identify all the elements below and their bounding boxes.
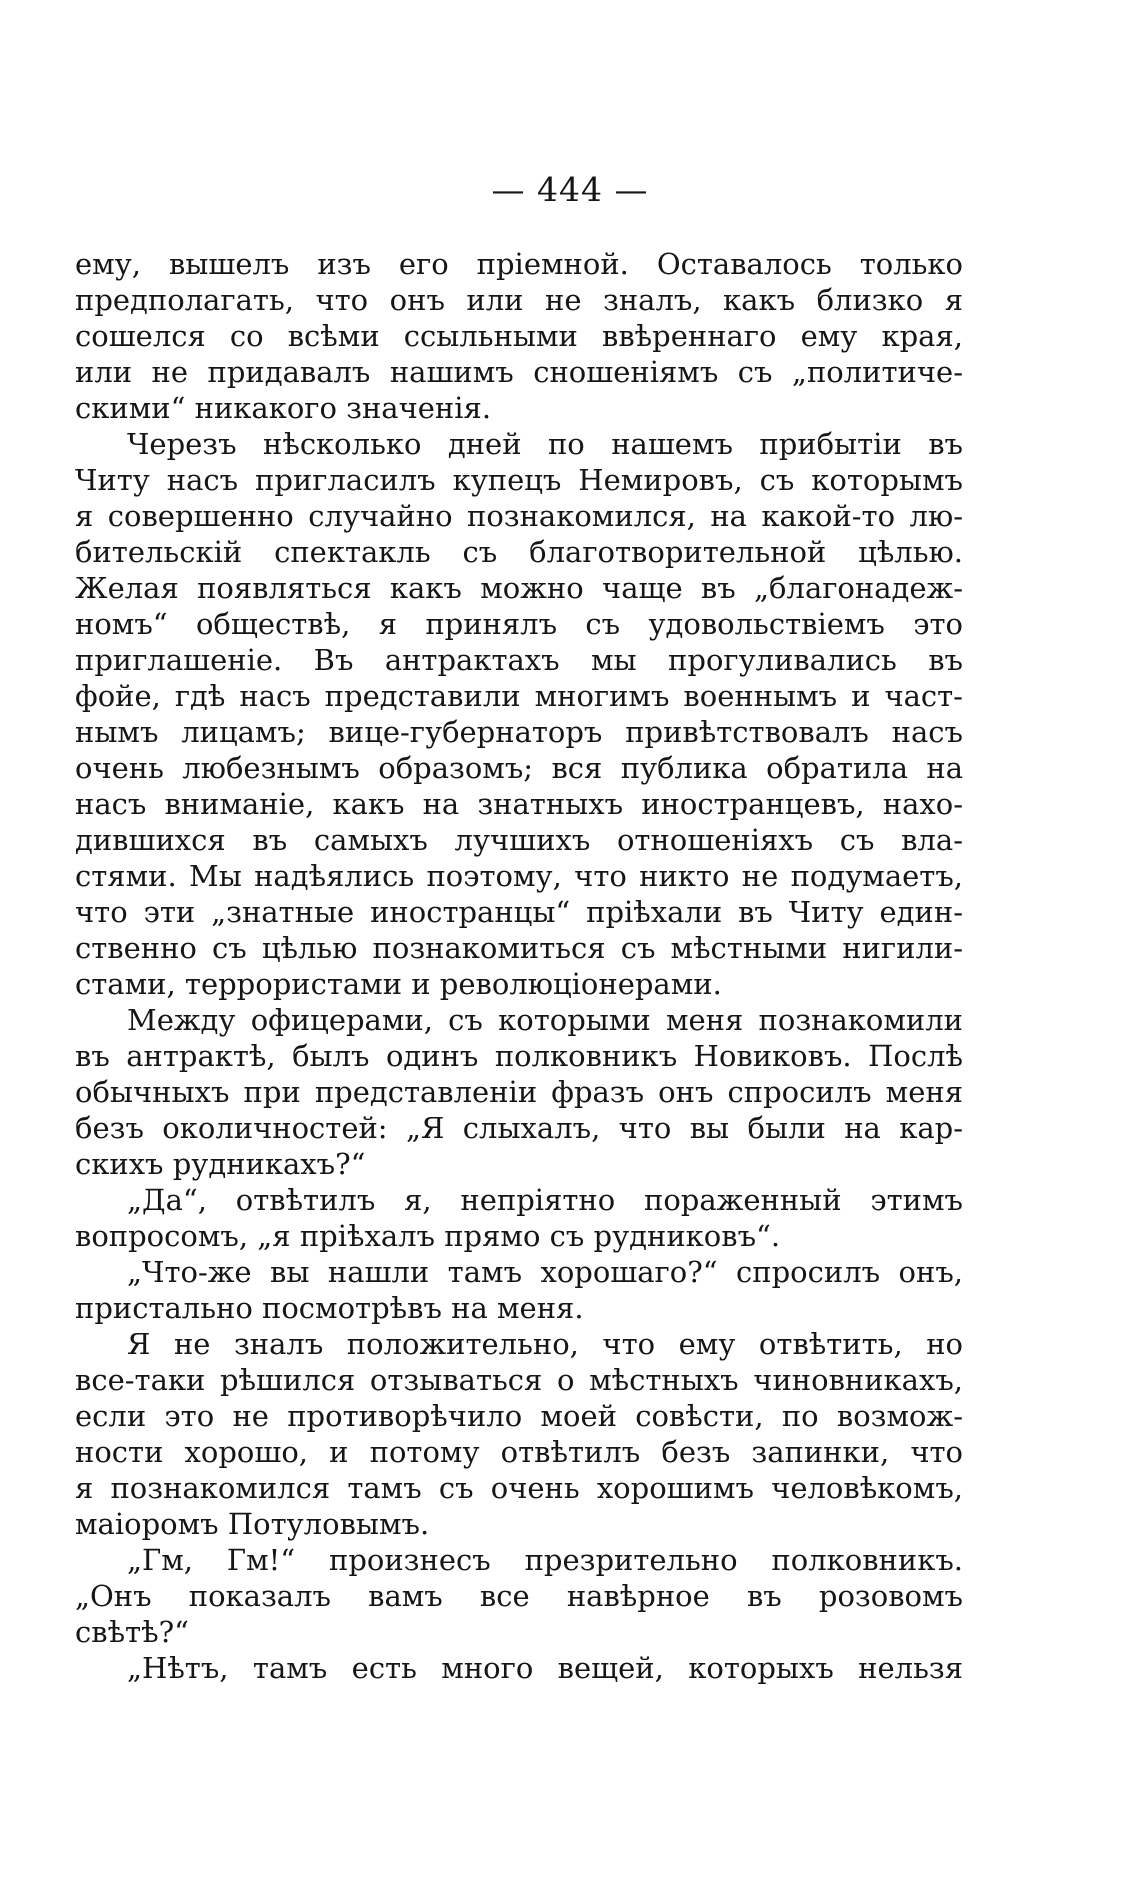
text-line: очень любезнымъ образомъ; вся публика обратила на xyxy=(75,751,963,785)
text-line: сошелся со всѣми ссыльными ввѣреннаго ему края, xyxy=(75,319,963,353)
text-line: безъ околичностей: „Я слыхалъ, что вы были на кар- xyxy=(75,1111,963,1145)
paragraph-first-line: „Гм, Гм!“ произнесъ презрительно полковникъ. xyxy=(127,1543,963,1577)
text-line: въ антрактѣ, былъ одинъ полковникъ Новиковъ. Послѣ xyxy=(75,1039,963,1073)
text-line: или не придавалъ нашимъ сношеніямъ съ „политиче- xyxy=(75,355,963,389)
text-line: все-таки рѣшился отзываться о мѣстныхъ чиновникахъ, xyxy=(75,1363,963,1397)
text-line: предполагать, что онъ или не зналъ, какъ близко я xyxy=(75,283,963,317)
text-line: скихъ рудникахъ?“ xyxy=(75,1147,366,1181)
text-line: стами, террористами и революціонерами. xyxy=(75,967,722,1001)
page-number: — 444 — xyxy=(491,170,649,209)
text-line: я совершенно случайно познакомился, на какой-то лю- xyxy=(75,499,963,533)
text-line: насъ вниманіе, какъ на знатныхъ иностранцевъ, нахо- xyxy=(75,787,963,821)
text-line: нымъ лицамъ; вице-губернаторъ привѣтствовалъ насъ xyxy=(75,715,963,749)
paragraph-first-line: „Нѣтъ, тамъ есть много вещей, которыхъ нельзя xyxy=(127,1651,963,1685)
text-line: что эти „знатные иностранцы“ пріѣхали въ Читу един- xyxy=(75,895,963,929)
body-text xyxy=(75,246,963,1686)
text-line: стями. Мы надѣялись поэтому, что никто не подумаетъ, xyxy=(75,859,963,893)
paragraph-first-line: „Да“, отвѣтилъ я, непріятно пораженный этимъ xyxy=(127,1183,963,1217)
text-line: скими“ никакого значенія. xyxy=(75,391,492,425)
text-line: я познакомился тамъ съ очень хорошимъ человѣкомъ, xyxy=(75,1471,963,1505)
text-line: вопросомъ, „я пріѣхалъ прямо съ рудниковъ“. xyxy=(75,1219,781,1253)
text-line: Желая появляться какъ можно чаще въ „благонадеж- xyxy=(75,571,963,605)
text-line: если это не противорѣчило моей совѣсти, по возмож- xyxy=(75,1399,963,1433)
paragraph-first-line: „Что-же вы нашли тамъ хорошаго?“ спросилъ онъ, xyxy=(127,1255,963,1289)
text-line: пристально посмотрѣвъ на меня. xyxy=(75,1291,584,1325)
paragraph-first-line: Между офицерами, съ которыми меня познакомили xyxy=(127,1003,963,1037)
text-line: фойе, гдѣ насъ представили многимъ военнымъ и част- xyxy=(75,679,963,713)
text-line: обычныхъ при представленіи фразъ онъ спросилъ меня xyxy=(75,1075,963,1109)
text-line: дившихся въ самыхъ лучшихъ отношеніяхъ съ вла- xyxy=(75,823,963,857)
text-line: Читу насъ пригласилъ купецъ Немировъ, съ которымъ xyxy=(75,463,963,497)
text-line: маіоромъ Потуловымъ. xyxy=(75,1507,430,1541)
text-line: ему, вышелъ изъ его пріемной. Оставалось только xyxy=(75,247,963,281)
text-line: ственно съ цѣлью познакомиться съ мѣстными нигили- xyxy=(75,931,963,965)
text-line: ности хорошо, и потому отвѣтилъ безъ запинки, что xyxy=(75,1435,963,1469)
text-line: „Онъ показалъ вамъ все навѣрное въ розовомъ xyxy=(75,1579,963,1613)
text-line: бительскій спектакль съ благотворительной цѣлью. xyxy=(75,535,963,569)
text-line: свѣтѣ?“ xyxy=(75,1615,189,1649)
paragraph-first-line: Я не зналъ положительно, что ему отвѣтить, но xyxy=(127,1327,963,1361)
text-line: номъ“ обществѣ, я принялъ съ удовольствіемъ это xyxy=(75,607,963,641)
text-line: приглашеніе. Въ антрактахъ мы прогуливались въ xyxy=(75,643,963,677)
paragraph-first-line: Черезъ нѣсколько дней по нашемъ прибытіи въ xyxy=(127,427,963,461)
